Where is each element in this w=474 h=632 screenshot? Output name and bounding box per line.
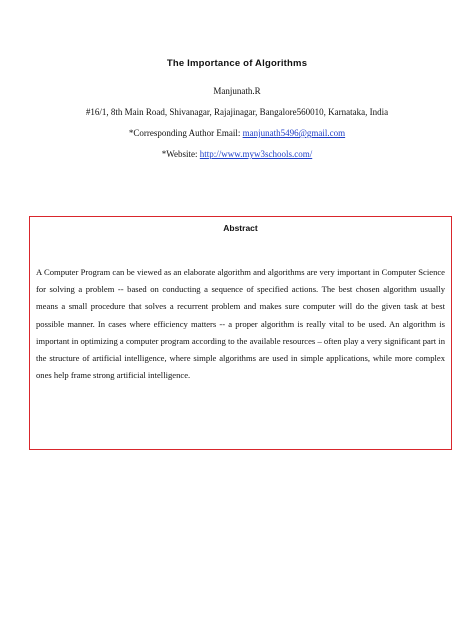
website-prefix: *Website: — [161, 149, 200, 159]
email-link[interactable]: manjunath5496@gmail.com — [242, 128, 346, 138]
author-address: #16/1, 8th Main Road, Shivanagar, Rajajinagar, Bangalore560010, Karnataka, India — [85, 107, 389, 117]
abstract-text: A Computer Program can be viewed as an elaborate algorithm and algorithms are very important in Computer Science for solving a problem -- based on conducting a sequence of specified actions. The best chosen algorithm usually means a small procedure that solves a recurrent problem and makes sure computer will do the given task at best possible manner. In cases where efficiency matters -- a proper algorithm is really vital to be used. An algorithm is important in optimizing a computer program according to the available resources – often play a very significant part in the structure of artificial intelligence, where simple algorithms are used in simple applications, while more complex ones help frame strong artificial intelligence. — [36, 267, 445, 381]
paper-title: The Importance of Algorithms — [166, 58, 308, 69]
website-link[interactable]: http://www.myw3schools.com/ — [199, 149, 313, 159]
email-prefix: *Corresponding Author Email: — [128, 128, 243, 138]
website-line — [0, 149, 474, 159]
author-name: Manjunath.R — [213, 86, 261, 96]
abstract-box — [29, 216, 452, 450]
abstract-heading: Abstract — [223, 223, 258, 233]
email-line — [0, 128, 474, 138]
